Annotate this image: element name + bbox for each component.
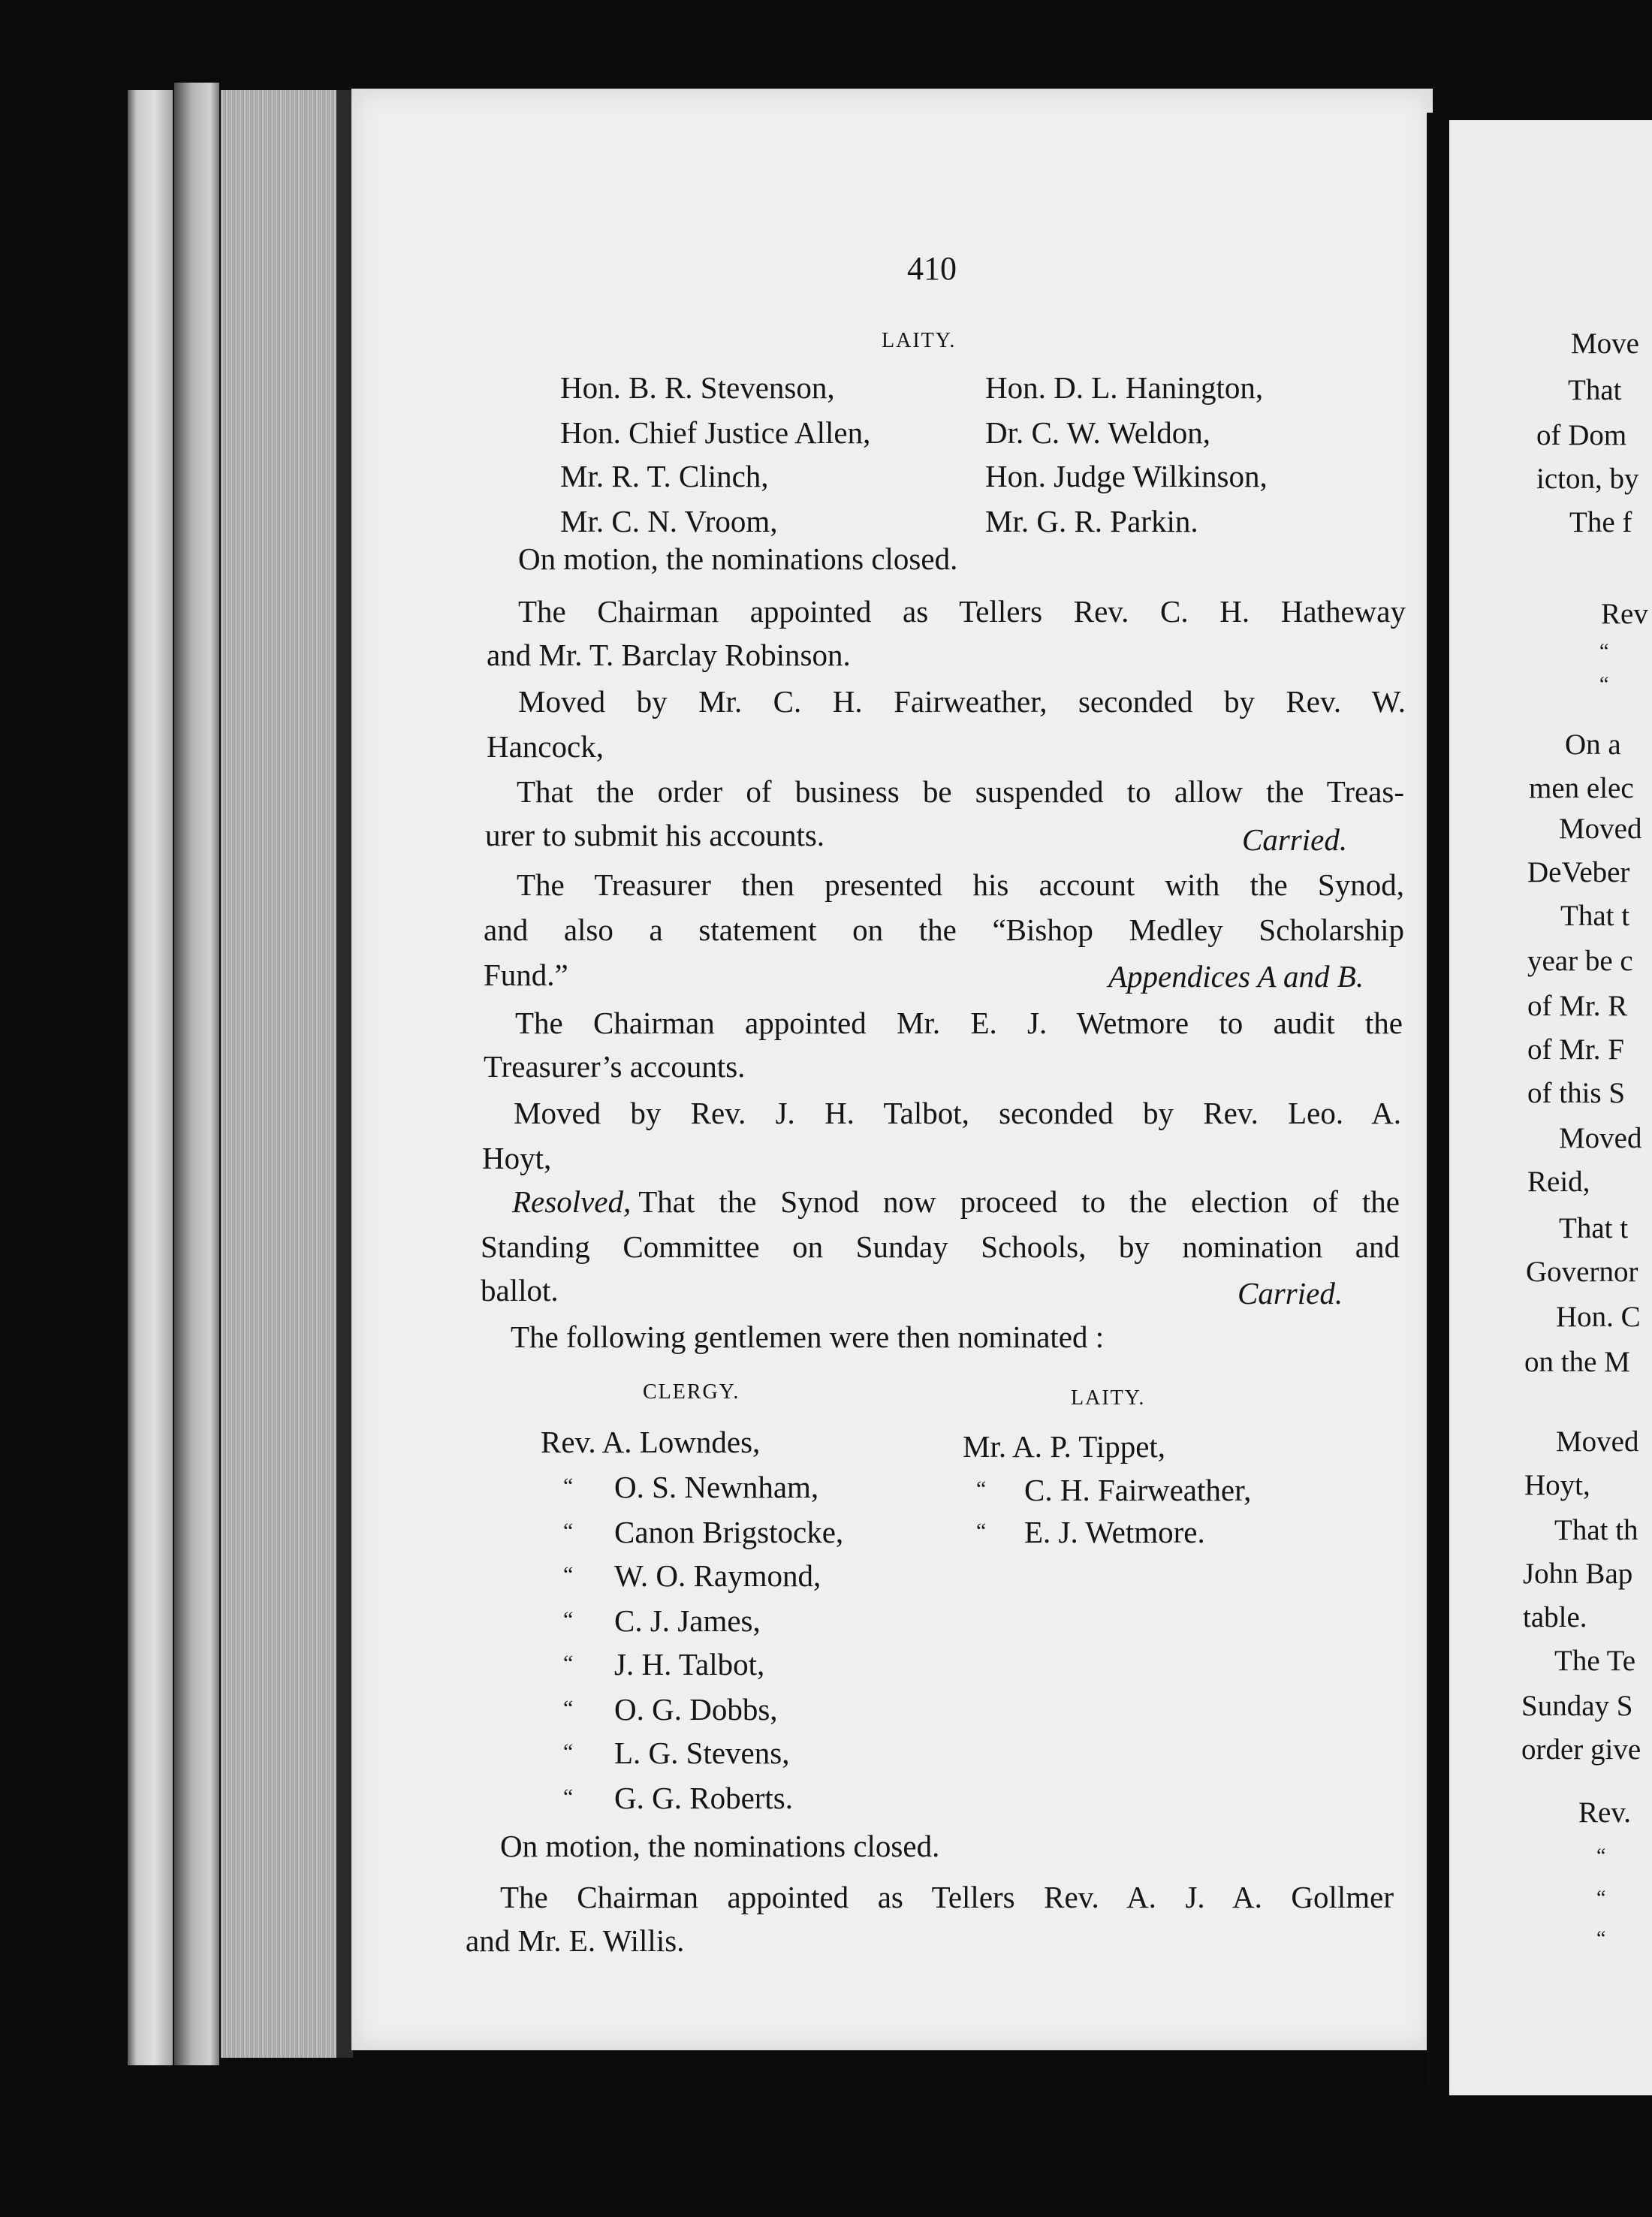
resolved-paragraph-line: ballot.: [481, 1273, 559, 1308]
motion-paragraph-line: Moved by Rev. J. H. Talbot, seconded by Rev. Leo. A.: [514, 1096, 1401, 1130]
clergy-nominee: O. S. Newnham,: [614, 1470, 819, 1504]
clergy-heading: CLERGY.: [643, 1380, 740, 1404]
clergy-nominee: G. G. Roberts.: [614, 1781, 794, 1815]
nominations-closed-text: On motion, the nominations closed.: [500, 1829, 940, 1863]
motion-paragraph-line: Hoyt,: [482, 1141, 552, 1175]
ditto-mark: “: [563, 1651, 574, 1676]
laity-nominee: Dr. C. W. Weldon,: [985, 415, 1211, 450]
clergy-nominee: O. G. Dobbs,: [614, 1692, 778, 1727]
nominated-intro: The following gentlemen were then nominated :: [511, 1320, 1105, 1354]
laity-heading: LAITY.: [882, 329, 957, 352]
ditto-mark: “: [563, 1696, 574, 1721]
order-paragraph-line: urer to submit his accounts.: [485, 818, 825, 852]
facing-page-line: That: [1568, 374, 1622, 406]
ditto-mark: “: [976, 1519, 987, 1543]
laity-nominee: Hon. D. L. Hanington,: [985, 370, 1264, 405]
tellers-paragraph-line: The Chairman appointed as Tellers Rev. C. H. Hatheway: [518, 594, 1406, 629]
facing-page-line: “: [1596, 1844, 1606, 1868]
facing-page-line: The f: [1569, 506, 1632, 538]
ditto-mark: “: [563, 1739, 574, 1764]
facing-page-line: Move: [1571, 327, 1639, 360]
facing-page-line: Rev.: [1578, 1796, 1632, 1829]
audit-paragraph-line: Treasurer’s accounts.: [484, 1049, 746, 1084]
facing-page-line: “: [1599, 640, 1609, 663]
resolved-lead: Resolved,: [512, 1184, 632, 1219]
facing-page-line: order give: [1521, 1733, 1641, 1766]
facing-page-line: That th: [1554, 1514, 1638, 1546]
facing-page-line: On a: [1565, 728, 1621, 761]
laity-nominee: Hon. Judge Wilkinson,: [985, 459, 1268, 493]
book-edge-middle: [174, 83, 219, 2065]
audit-paragraph-line: The Chairman appointed Mr. E. J. Wetmore to audit the: [515, 1006, 1403, 1040]
appendices-note: Appendices A and B.: [1108, 959, 1364, 994]
ditto-mark: “: [563, 1519, 574, 1543]
clergy-nominee: J. H. Talbot,: [614, 1647, 765, 1682]
facing-page-line: of Mr. R: [1527, 990, 1628, 1022]
facing-page-line: “: [1596, 1927, 1606, 1950]
facing-page-line: The Te: [1554, 1645, 1636, 1677]
clergy-nominee: C. J. James,: [614, 1603, 761, 1638]
ditto-mark: “: [563, 1784, 574, 1809]
facing-page-line: on the M: [1524, 1346, 1630, 1378]
laity-nominee: E. J. Wetmore.: [1024, 1515, 1205, 1549]
tellers-paragraph-line: and Mr. E. Willis.: [466, 1923, 685, 1958]
facing-page: [1449, 120, 1652, 2095]
carried-note: Carried.: [1242, 822, 1348, 857]
facing-page-line: Rev: [1601, 598, 1648, 630]
ditto-mark: “: [976, 1476, 987, 1501]
laity-nominee: C. H. Fairweather,: [1024, 1473, 1252, 1507]
facing-page-line: John Bap: [1523, 1558, 1633, 1590]
facing-page-line: Hoyt,: [1524, 1469, 1590, 1501]
laity-nominee: Mr. C. N. Vroom,: [560, 504, 778, 538]
book-edge-outer: [128, 90, 173, 2065]
facing-page-line: table.: [1523, 1601, 1587, 1633]
clergy-nominee: W. O. Raymond,: [614, 1558, 821, 1593]
facing-page-line: “: [1596, 1887, 1606, 1910]
facing-page-line: Reid,: [1527, 1166, 1590, 1198]
facing-page-line: Moved: [1559, 1122, 1642, 1154]
clergy-nominee: Canon Brigstocke,: [614, 1515, 844, 1549]
book-spine-shadow: [336, 90, 353, 2058]
facing-page-line: That t: [1560, 900, 1630, 932]
ditto-mark: “: [563, 1473, 574, 1498]
laity-nominee: Mr. A. P. Tippet,: [963, 1429, 1166, 1464]
facing-page-line: Moved: [1559, 813, 1642, 845]
laity-nominee: Mr. G. R. Parkin.: [985, 504, 1198, 538]
treasurer-paragraph-line: and also a statement on the “Bishop Medley Scholarship: [484, 912, 1404, 947]
treasurer-paragraph-line: Fund.”: [484, 958, 568, 992]
facing-page-line: Hon. C: [1556, 1301, 1641, 1333]
ditto-mark: “: [563, 1607, 574, 1632]
tellers-paragraph-line: and Mr. T. Barclay Robinson.: [487, 638, 851, 672]
facing-page-line: Governor: [1526, 1256, 1638, 1288]
motion-paragraph-line: Moved by Mr. C. H. Fairweather, seconded by Rev. W.: [518, 684, 1406, 719]
tellers-paragraph-line: The Chairman appointed as Tellers Rev. A. J. A. Gollmer: [500, 1880, 1394, 1914]
resolved-line-rest: That the Synod now proceed to the election of the: [638, 1184, 1400, 1219]
nominations-closed-text: On motion, the nominations closed.: [518, 541, 958, 576]
facing-page-line: Moved: [1556, 1425, 1639, 1458]
laity-heading: LAITY.: [1071, 1386, 1146, 1410]
clergy-nominee: Rev. A. Lowndes,: [541, 1425, 761, 1459]
resolved-paragraph-line: [512, 1184, 1400, 1219]
page-number: 410: [907, 250, 957, 287]
facing-page-line: men elec: [1529, 772, 1634, 804]
order-paragraph-line: That the order of business be suspended to allow the Treas-: [517, 774, 1404, 809]
ditto-mark: “: [563, 1562, 574, 1587]
book-page: [351, 89, 1433, 2050]
clergy-nominee: L. G. Stevens,: [614, 1736, 790, 1770]
carried-note: Carried.: [1237, 1276, 1343, 1311]
facing-page-line: of Mr. F: [1527, 1033, 1624, 1066]
facing-page-line: That t: [1559, 1212, 1629, 1244]
book-page-stack: [221, 90, 352, 2058]
motion-paragraph-line: Hancock,: [487, 729, 604, 764]
treasurer-paragraph-line: The Treasurer then presented his account with the Synod,: [517, 867, 1404, 902]
facing-page-line: “: [1599, 673, 1609, 696]
facing-page-line: DeVeber: [1527, 856, 1630, 888]
facing-page-line: year be c: [1527, 945, 1633, 977]
facing-page-line: Sunday S: [1521, 1690, 1633, 1722]
laity-nominee: Hon. B. R. Stevenson,: [560, 370, 835, 405]
facing-page-line: icton, by: [1536, 463, 1639, 495]
laity-nominee: Hon. Chief Justice Allen,: [560, 415, 871, 450]
resolved-paragraph-line: Standing Committee on Sunday Schools, by nomination and: [481, 1229, 1400, 1264]
facing-page-line: of this S: [1527, 1077, 1626, 1109]
laity-nominee: Mr. R. T. Clinch,: [560, 459, 769, 493]
facing-page-line: of Dom: [1536, 419, 1627, 451]
